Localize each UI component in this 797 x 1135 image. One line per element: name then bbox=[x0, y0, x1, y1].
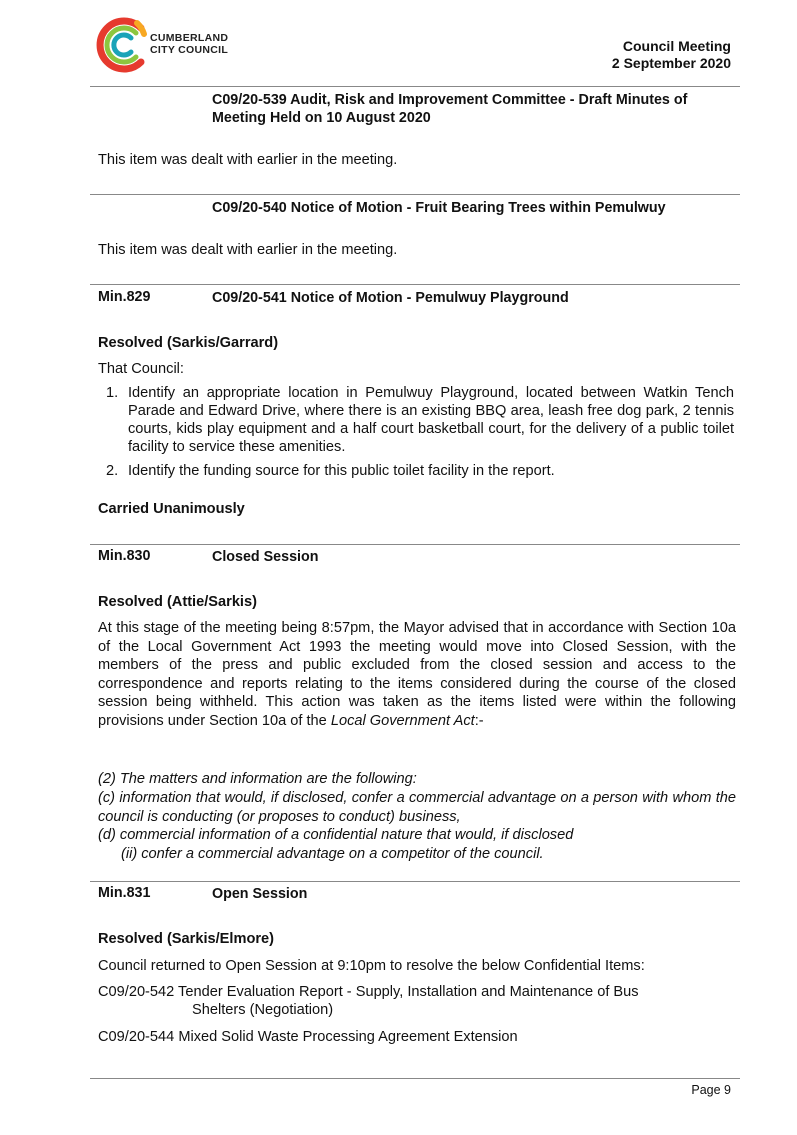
resolved-label-830: Resolved (Attie/Sarkis) bbox=[98, 594, 257, 610]
closed-session-tail: :- bbox=[474, 712, 484, 729]
divider bbox=[90, 881, 740, 882]
council-logo-mark bbox=[92, 14, 154, 76]
provision-line-2: (2) The matters and information are the following: bbox=[98, 771, 417, 787]
outcome-829: Carried Unanimously bbox=[98, 501, 245, 517]
item-body-540: This item was dealt with earlier in the meeting. bbox=[98, 242, 398, 258]
list-item-number: 1. bbox=[106, 385, 119, 401]
footer-divider bbox=[90, 1078, 740, 1079]
item-title-open-session: Open Session bbox=[212, 886, 308, 902]
item-body-539: This item was dealt with earlier in the meeting. bbox=[98, 152, 398, 168]
list-item-text: Identify an appropriate location in Pemulwuy Playground, located between Watkin Tench Parade and Edward Drive, where there is an existing BBQ area, leash free dog park, 2 tennis courts, kids play equipment and a half court basketball court, for the delivery of a public toilet facility to service these amenities. bbox=[128, 385, 734, 455]
item-title-closed-session: Closed Session bbox=[212, 549, 319, 565]
closed-session-text: At this stage of the meeting being 8:57pm, the Mayor advised that in accordance with Section 10a of the Local Government Act 1993 the meeting would move into Closed Session, with the members of the press and public excluded from the closed session and access to the correspondence and reports relating to the items considered during the course of the closed session being withheld. This action was taken as the items listed were within the following provisions under Section 10a of the bbox=[98, 620, 736, 729]
confidential-item-544: C09/20-544 Mixed Solid Waste Processing Agreement Extension bbox=[98, 1029, 518, 1045]
list-item bbox=[98, 384, 734, 456]
page-header-right bbox=[612, 38, 731, 72]
confidential-item-542-cont: Shelters (Negotiation) bbox=[192, 1002, 334, 1018]
minute-number-829: Min.829 bbox=[98, 289, 151, 305]
list-item-number: 2. bbox=[106, 463, 119, 479]
provision-line-d: (d) commercial information of a confidential nature that would, if disclosed bbox=[98, 827, 574, 843]
item-title-539: C09/20-539 Audit, Risk and Improvement Committee - Draft Minutes of Meeting Held on 10 August 2020 bbox=[212, 92, 688, 126]
resolution-intro: That Council: bbox=[98, 361, 184, 377]
closed-session-body bbox=[98, 619, 736, 730]
doc-title: Council Meeting bbox=[622, 38, 731, 54]
provision-line-ii: (ii) confer a commercial advantage on a competitor of the council. bbox=[121, 846, 544, 862]
divider bbox=[90, 284, 740, 285]
confidential-item-542: C09/20-542 Tender Evaluation Report - Supply, Installation and Maintenance of Bus bbox=[98, 984, 639, 1000]
resolved-label-829: Resolved (Sarkis/Garrard) bbox=[98, 335, 279, 351]
doc-date: 2 September 2020 bbox=[611, 55, 731, 71]
page-number: Page 9 bbox=[691, 1083, 731, 1097]
list-item bbox=[98, 462, 734, 480]
resolution-list bbox=[98, 384, 734, 486]
item-title-540: C09/20-540 Notice of Motion - Fruit Bearing Trees within Pemulwuy bbox=[212, 200, 666, 216]
resolved-label-831: Resolved (Sarkis/Elmore) bbox=[98, 931, 275, 947]
item-title-541: C09/20-541 Notice of Motion - Pemulwuy Playground bbox=[212, 290, 569, 306]
open-session-body: Council returned to Open Session at 9:10pm to resolve the below Confidential Items: bbox=[98, 958, 645, 974]
minute-number-830: Min.830 bbox=[98, 548, 151, 564]
logo-line1: CUMBERLAND bbox=[150, 32, 229, 44]
act-name: Local Government Act bbox=[330, 712, 475, 729]
divider bbox=[90, 86, 740, 87]
minute-number-831: Min.831 bbox=[98, 885, 151, 901]
list-item-text: Identify the funding source for this public toilet facility in the report. bbox=[128, 463, 555, 479]
divider bbox=[90, 194, 740, 195]
divider bbox=[90, 544, 740, 545]
logo-wordmark bbox=[150, 32, 228, 56]
logo-line2: CITY COUNCIL bbox=[150, 44, 229, 56]
provision-line-c: (c) information that would, if disclosed, confer a commercial advantage on a person with whom the council is conducting (or proposes to conduct) business, bbox=[98, 790, 736, 825]
